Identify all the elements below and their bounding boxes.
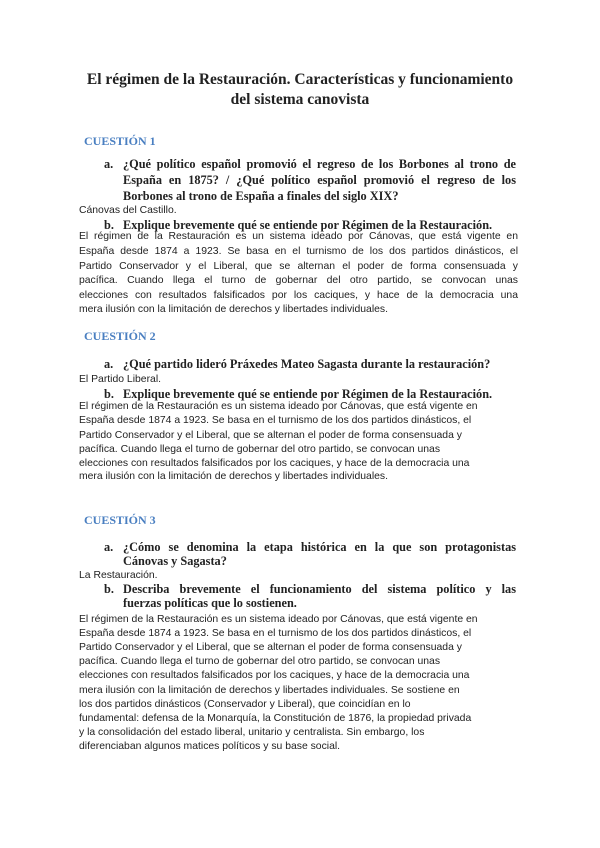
answer-line: España desde 1874 a 1923. Se basa en el turnismo de los dos partidos dinásticos, el xyxy=(79,628,472,639)
answer-line: elecciones con resultados falsificados por los caciques, y hace de la democracia una xyxy=(79,458,470,469)
question-line: Cánovas y Sagasta? xyxy=(123,554,227,568)
question-line: Borbones al trono de España a finales del siglo XIX? xyxy=(123,189,399,203)
question-marker: a. xyxy=(104,157,114,171)
answer-line: Cánovas del Castillo. xyxy=(79,205,177,216)
question-line: Describa brevemente el funcionamiento del sistema político y las xyxy=(123,582,516,596)
answer-line: y la consolidación del estado liberal, unitario y centralista. Sin embargo, los xyxy=(79,727,425,738)
answer-line: España desde 1874 a 1923. Se basa en el turnismo de los dos partidos dinásticos, el xyxy=(79,415,472,426)
document-title-line: El régimen de la Restauración. Características y funcionamiento xyxy=(86,71,514,88)
answer-line: elecciones con resultados falsificados por los caciques, y hace de la democracia una xyxy=(79,670,470,681)
answer-line: mera ilusión con la limitación de derechos y libertades individuales. Se sostiene en xyxy=(79,685,460,696)
question-marker: a. xyxy=(104,357,114,371)
answer-line: El régimen de la Restauración es un sistema ideado por Cánovas, que está vigente en xyxy=(79,401,478,412)
question-line: España en 1875? / ¿Qué político español promovió el regreso de los xyxy=(123,173,516,187)
answer-line: pacífica. Cuando llega el turno de gobernar del otro partido, se convocan unas xyxy=(79,275,518,286)
question-line: ¿Qué partido lideró Práxedes Mateo Sagasta durante la restauración? xyxy=(123,357,491,371)
answer-line: pacífica. Cuando llega el turno de gobernar del otro partido, se convocan unas xyxy=(79,656,441,667)
answer-line: mera ilusión con la limitación de derechos y libertades individuales. xyxy=(79,304,388,315)
answer-line: diferenciaban algunos matices políticos y su base social. xyxy=(79,741,341,752)
answer-line: pacífica. Cuando llega el turno de gobernar del otro partido, se convocan unas xyxy=(79,444,441,455)
answer-line: Partido Conservador y el Liberal, que se alternan el poder de forma consensuada y xyxy=(79,430,462,441)
question-marker: b. xyxy=(104,387,114,401)
answer-line: Partido Conservador y el Liberal, que se alternan el poder de forma consensuada y xyxy=(79,261,518,272)
answer-line: mera ilusión con la limitación de derechos y libertades individuales. xyxy=(79,471,388,482)
answer-line: fundamental: defensa de la Monarquía, la Constitución de 1876, la propiedad privada xyxy=(79,713,472,724)
answer-line: España desde 1874 a 1923. Se basa en el turnismo de los dos partidos dinásticos, el xyxy=(79,246,518,257)
document-title-line: del sistema canovista xyxy=(230,91,370,108)
answer-line: El Partido Liberal. xyxy=(79,374,162,385)
question-marker: b. xyxy=(104,582,114,596)
section-heading-1: CUESTIÓN 1 xyxy=(84,134,156,148)
question-line: Explique brevemente qué se entiende por Régimen de la Restauración. xyxy=(123,218,493,232)
section-heading-3: CUESTIÓN 3 xyxy=(84,513,156,527)
answer-line: elecciones con resultados falsificados por los caciques, y hace de la democracia una xyxy=(79,290,518,301)
section-heading-2: CUESTIÓN 2 xyxy=(84,329,156,343)
answer-line: La Restauración. xyxy=(79,570,158,581)
answer-line: El régimen de la Restauración es un sistema ideado por Cánovas, que está vigente en xyxy=(79,231,518,242)
question-line: ¿Qué político español promovió el regreso de los Borbones al trono de xyxy=(123,157,516,171)
answer-line: Partido Conservador y el Liberal, que se alternan el poder de forma consensuada y xyxy=(79,642,462,653)
question-line: Explique brevemente qué se entiende por Régimen de la Restauración. xyxy=(123,387,493,401)
question-marker: b. xyxy=(104,218,114,232)
question-marker: a. xyxy=(104,540,114,554)
question-line: ¿Cómo se denomina la etapa histórica en la que son protagonistas xyxy=(123,540,516,554)
answer-line: El régimen de la Restauración es un sistema ideado por Cánovas, que está vigente en xyxy=(79,614,478,625)
question-line: fuerzas políticas que lo sostienen. xyxy=(123,596,297,610)
answer-line: los dos partidos dinásticos (Conservador y Liberal), que coincidían en lo xyxy=(79,699,411,710)
